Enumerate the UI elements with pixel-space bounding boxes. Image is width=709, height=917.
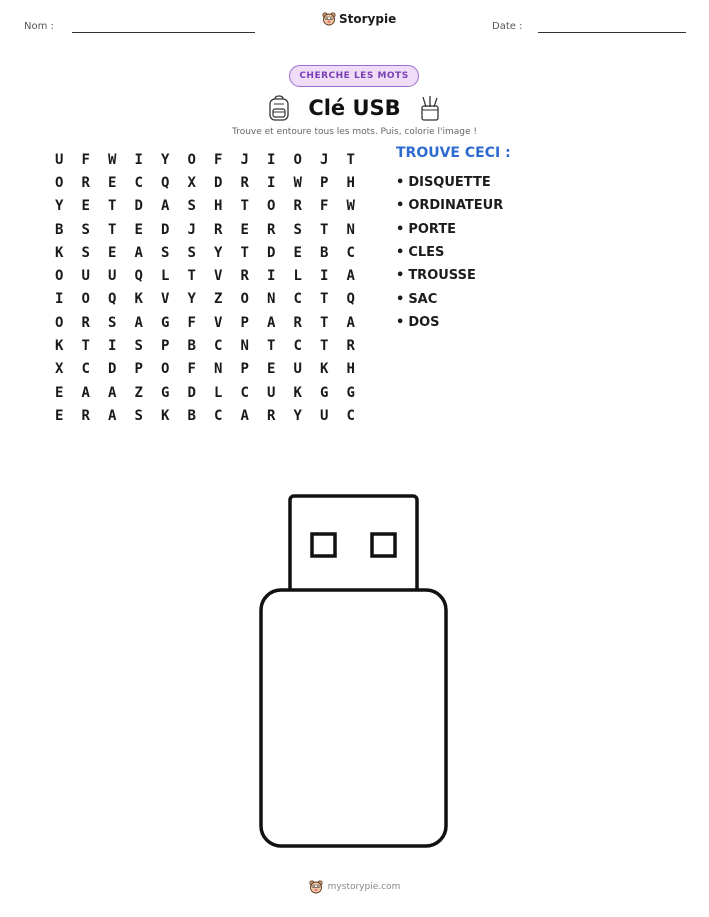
grid-cell: A (267, 314, 276, 331)
grid-cell: P (134, 361, 143, 378)
word-list-item (396, 218, 503, 241)
grid-cell: R (81, 407, 90, 424)
grid-cell: T (187, 268, 196, 285)
grid-cell: A (108, 407, 117, 424)
grid-cell: F (81, 151, 90, 168)
grid-cell: Y (161, 151, 170, 168)
grid-cell: R (293, 314, 302, 331)
grid-cell: F (187, 314, 196, 331)
grid-cell: E (55, 384, 64, 401)
grid-cell: Q (161, 174, 170, 191)
grid-cell: Q (108, 291, 117, 308)
grid-cell: X (55, 361, 64, 378)
grid-cell: L (293, 268, 302, 285)
grid-cell: T (108, 198, 117, 215)
grid-cell: B (55, 221, 64, 238)
grid-cell: H (214, 198, 223, 215)
grid-cell: P (161, 338, 170, 355)
grid-cell: U (81, 268, 90, 285)
word-label: SAC (408, 291, 438, 307)
grid-cell: O (293, 151, 302, 168)
name-label: Nom : (24, 21, 54, 32)
find-list-title: TROUVE CECI : (396, 145, 511, 161)
bear-mascot-icon (309, 880, 323, 894)
grid-cell: R (81, 314, 90, 331)
grid-cell: C (214, 407, 223, 424)
grid-cell: E (293, 244, 302, 261)
grid-cell: E (55, 407, 64, 424)
grid-cell: D (134, 198, 143, 215)
grid-cell: T (81, 338, 90, 355)
word-label: ORDINATEUR (408, 198, 504, 214)
word-label: PORTE (408, 221, 457, 237)
word-list (396, 171, 503, 334)
grid-cell: A (134, 244, 143, 261)
grid-cell: K (161, 407, 170, 424)
name-line (72, 32, 255, 33)
grid-cell: V (214, 314, 223, 331)
grid-cell: N (240, 338, 249, 355)
word-label: TROUSSE (408, 268, 476, 284)
grid-cell: F (214, 151, 223, 168)
word-list-item (396, 264, 503, 287)
bullet-icon: • (396, 268, 405, 284)
grid-cell: O (240, 291, 249, 308)
grid-cell: D (161, 221, 170, 238)
grid-cell: I (267, 268, 276, 285)
bullet-icon: • (396, 198, 405, 214)
usb-stick-icon (258, 494, 450, 850)
grid-cell: T (346, 151, 355, 168)
grid-cell: E (108, 174, 117, 191)
grid-cell: I (108, 338, 117, 355)
word-list-item (396, 287, 503, 310)
grid-cell: T (320, 314, 329, 331)
grid-cell: K (320, 361, 329, 378)
grid-cell: R (293, 198, 302, 215)
grid-cell: B (320, 244, 329, 261)
grid-cell: O (55, 268, 64, 285)
word-search-grid (46, 148, 364, 428)
grid-cell: T (320, 338, 329, 355)
grid-cell: T (267, 338, 276, 355)
grid-cell: A (346, 314, 355, 331)
grid-cell: I (320, 268, 329, 285)
grid-cell: G (161, 384, 170, 401)
grid-cell: O (55, 174, 64, 191)
brand-logo (322, 12, 396, 26)
date-label: Date : (492, 21, 523, 32)
title-row (0, 92, 709, 124)
grid-cell: B (187, 338, 196, 355)
grid-cell: N (346, 221, 355, 238)
grid-cell: R (240, 268, 249, 285)
grid-cell: G (161, 314, 170, 331)
grid-cell: F (320, 198, 329, 215)
grid-cell: A (346, 268, 355, 285)
grid-cell: O (267, 198, 276, 215)
grid-cell: A (161, 198, 170, 215)
bullet-icon: • (396, 314, 405, 330)
grid-cell: X (187, 174, 196, 191)
grid-cell: K (134, 291, 143, 308)
bullet-icon: • (396, 245, 405, 261)
grid-cell: T (320, 221, 329, 238)
grid-cell: Y (55, 198, 64, 215)
grid-cell: C (214, 338, 223, 355)
grid-cell: H (346, 174, 355, 191)
grid-cell: U (108, 268, 117, 285)
date-line (538, 32, 686, 33)
grid-cell: P (320, 174, 329, 191)
grid-cell: A (240, 407, 249, 424)
grid-cell: S (134, 338, 143, 355)
grid-cell: Q (346, 291, 355, 308)
grid-cell: T (108, 221, 117, 238)
grid-cell: N (214, 361, 223, 378)
grid-cell: I (134, 151, 143, 168)
grid-cell: R (81, 174, 90, 191)
grid-cell: S (187, 198, 196, 215)
grid-cell: Y (293, 407, 302, 424)
grid-cell: I (55, 291, 64, 308)
activity-badge (289, 65, 419, 87)
grid-cell: O (81, 291, 90, 308)
grid-cell: S (81, 221, 90, 238)
grid-cell: R (214, 221, 223, 238)
grid-cell: S (293, 221, 302, 238)
grid-cell: Z (214, 291, 223, 308)
grid-cell: S (187, 244, 196, 261)
grid-cell: L (161, 268, 170, 285)
grid-cell: F (187, 361, 196, 378)
grid-cell: B (187, 407, 196, 424)
grid-cell: G (320, 384, 329, 401)
grid-cell: C (240, 384, 249, 401)
grid-cell: J (320, 151, 329, 168)
word-list-item (396, 194, 503, 217)
activity-badge-label: CHERCHE LES MOTS (299, 71, 409, 81)
grid-cell: U (293, 361, 302, 378)
grid-cell: K (55, 244, 64, 261)
grid-cell: Y (187, 291, 196, 308)
grid-cell: D (214, 174, 223, 191)
grid-cell: O (187, 151, 196, 168)
grid-cell: U (55, 151, 64, 168)
grid-cell: A (108, 384, 117, 401)
grid-cell: W (293, 174, 302, 191)
brand-name: Storypie (339, 12, 397, 26)
grid-cell: C (293, 338, 302, 355)
grid-cell: D (187, 384, 196, 401)
grid-cell: Z (134, 384, 143, 401)
grid-cell: U (320, 407, 329, 424)
grid-cell: C (346, 407, 355, 424)
grid-cell: I (267, 174, 276, 191)
grid-cell: R (346, 338, 355, 355)
grid-cell: J (187, 221, 196, 238)
grid-cell: D (267, 244, 276, 261)
bear-mascot-icon (322, 12, 336, 26)
grid-cell: H (346, 361, 355, 378)
grid-cell: W (108, 151, 117, 168)
grid-cell: E (240, 221, 249, 238)
grid-cell: O (161, 361, 170, 378)
grid-cell: Q (134, 268, 143, 285)
page-title: Clé USB (308, 96, 401, 120)
grid-cell: E (134, 221, 143, 238)
grid-cell: E (81, 198, 90, 215)
grid-cell: J (240, 151, 249, 168)
word-label: DOS (408, 314, 440, 330)
grid-cell: S (134, 407, 143, 424)
grid-cell: K (55, 338, 64, 355)
grid-cell: Y (214, 244, 223, 261)
grid-cell: G (346, 384, 355, 401)
grid-cell: S (161, 244, 170, 261)
grid-cell: V (161, 291, 170, 308)
word-label: CLES (408, 245, 445, 261)
grid-cell: T (240, 244, 249, 261)
grid-cell: R (240, 174, 249, 191)
grid-cell: S (108, 314, 117, 331)
grid-cell: R (267, 221, 276, 238)
grid-cell: K (293, 384, 302, 401)
grid-cell: C (134, 174, 143, 191)
word-list-item (396, 171, 503, 194)
grid-cell: A (81, 384, 90, 401)
word-list-item (396, 311, 503, 334)
bullet-icon: • (396, 221, 405, 237)
grid-cell: T (240, 198, 249, 215)
pencil-cup-icon (419, 95, 441, 121)
grid-cell: C (346, 244, 355, 261)
grid-cell: P (240, 314, 249, 331)
word-label: DISQUETTE (408, 175, 491, 191)
grid-cell: E (108, 244, 117, 261)
grid-cell: I (267, 151, 276, 168)
grid-cell: S (81, 244, 90, 261)
grid-cell: A (134, 314, 143, 331)
grid-cell: W (346, 198, 355, 215)
instructions: Trouve et entoure tous les mots. Puis, colorie l'image ! (232, 127, 477, 137)
grid-cell: U (267, 384, 276, 401)
footer-url: mystorypie.com (327, 882, 401, 892)
grid-cell: C (293, 291, 302, 308)
grid-cell: C (81, 361, 90, 378)
grid-cell: O (55, 314, 64, 331)
bullet-icon: • (396, 175, 405, 191)
grid-cell: P (240, 361, 249, 378)
footer (0, 880, 709, 894)
grid-cell: L (214, 384, 223, 401)
backpack-icon (268, 95, 290, 121)
grid-cell: R (267, 407, 276, 424)
grid-cell: T (320, 291, 329, 308)
word-list-item (396, 241, 503, 264)
bullet-icon: • (396, 291, 405, 307)
grid-cell: D (108, 361, 117, 378)
grid-cell: E (267, 361, 276, 378)
grid-cell: N (267, 291, 276, 308)
grid-cell: V (214, 268, 223, 285)
